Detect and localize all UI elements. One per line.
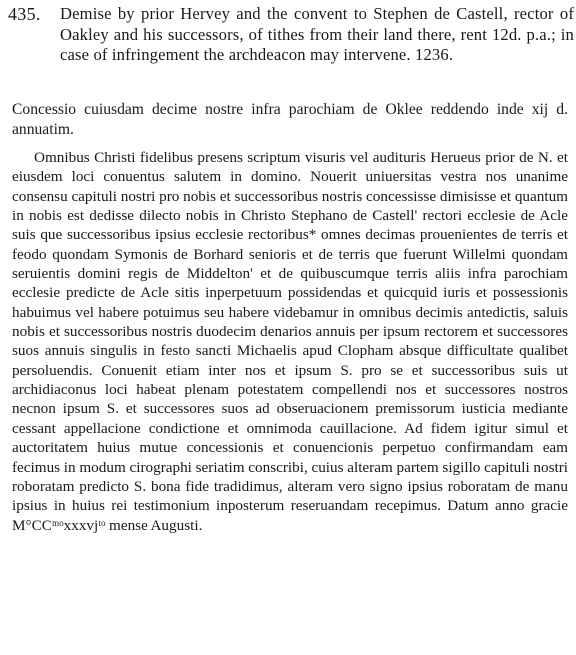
charter-text: Omnibus Christi fidelibus presens scriptum visuris vel audituris Herueus prior de N. et eiusdem loci conuentus salutem in domino. Nouerit uniuersitas vestra nos unanime consensu capituli nostri pro nobis et successoribus nostris concessisse dimisisse et quantum in nobis est dedisse dilecto nobis in Christo Stephano de Castell' rectori ecclesie de Acle suis que successoribus ipsius ecclesie rectoribus* omnes decimas prouenientes de terris et feodo quondam Symonis de Borhard senioris et de terris que fuerunt Willelmi quondam seruientis domini regis de Middelton' et de quibuscumque terris aliis infra parochiam ecclesie predicte de Acle sitis inperpetuum possidendas et quicquid iuris et possessionis habuimus vel habere potuimus seu habere videbamur in omnibus decimis antedictis, saluis nobis et successoribus nostris duodecim denarios annuis per ipsum rectorem et successores suos annuis singulis in festo sancti Michaelis apud Clopham absque difficultate qualibet persoluendis. Conuenit etiam inter nos et ipsum S. pro se et successoribus suis ut archidiaconus loci habeat plenam potestatem compellendi nos et successores nostros necnon ipsum S. et successores suos ad obseruacionem premissorum iusticia mediante cessant appellacione condictione et omnimoda cauillacione. Ad fidem igitur simul et auctoritatem huius mutue concessionis et conuencionis perpetuo confirmandam eam fecimus in modum cirographi seriatim conscribi, cuius alteram partem sigillo capituli nostri roboratam predicto S. bona fide tradidimus, alteram vero signo ipsius roboratam de manu ipsius in huius rei testimonium inposterum reseruandam recepimus. Datum anno gracie M°CCᵐᵒxxxvjᵗᵒ mense Augusti. bbox=[12, 149, 568, 534]
entry-summary: Demise by prior Hervey and the convent to Stephen de Castell, rector of Oakley and his successors, of tithes from their land there, rent 12d. p.a.; in case of infringement the archdeacon may intervene. 1236. bbox=[60, 4, 574, 64]
entry-number: 435. bbox=[8, 4, 41, 24]
latin-rubric: Concessio cuiusdam decime nostre infra parochiam de Oklee reddendo inde xij d. annuatim. bbox=[12, 101, 568, 138]
